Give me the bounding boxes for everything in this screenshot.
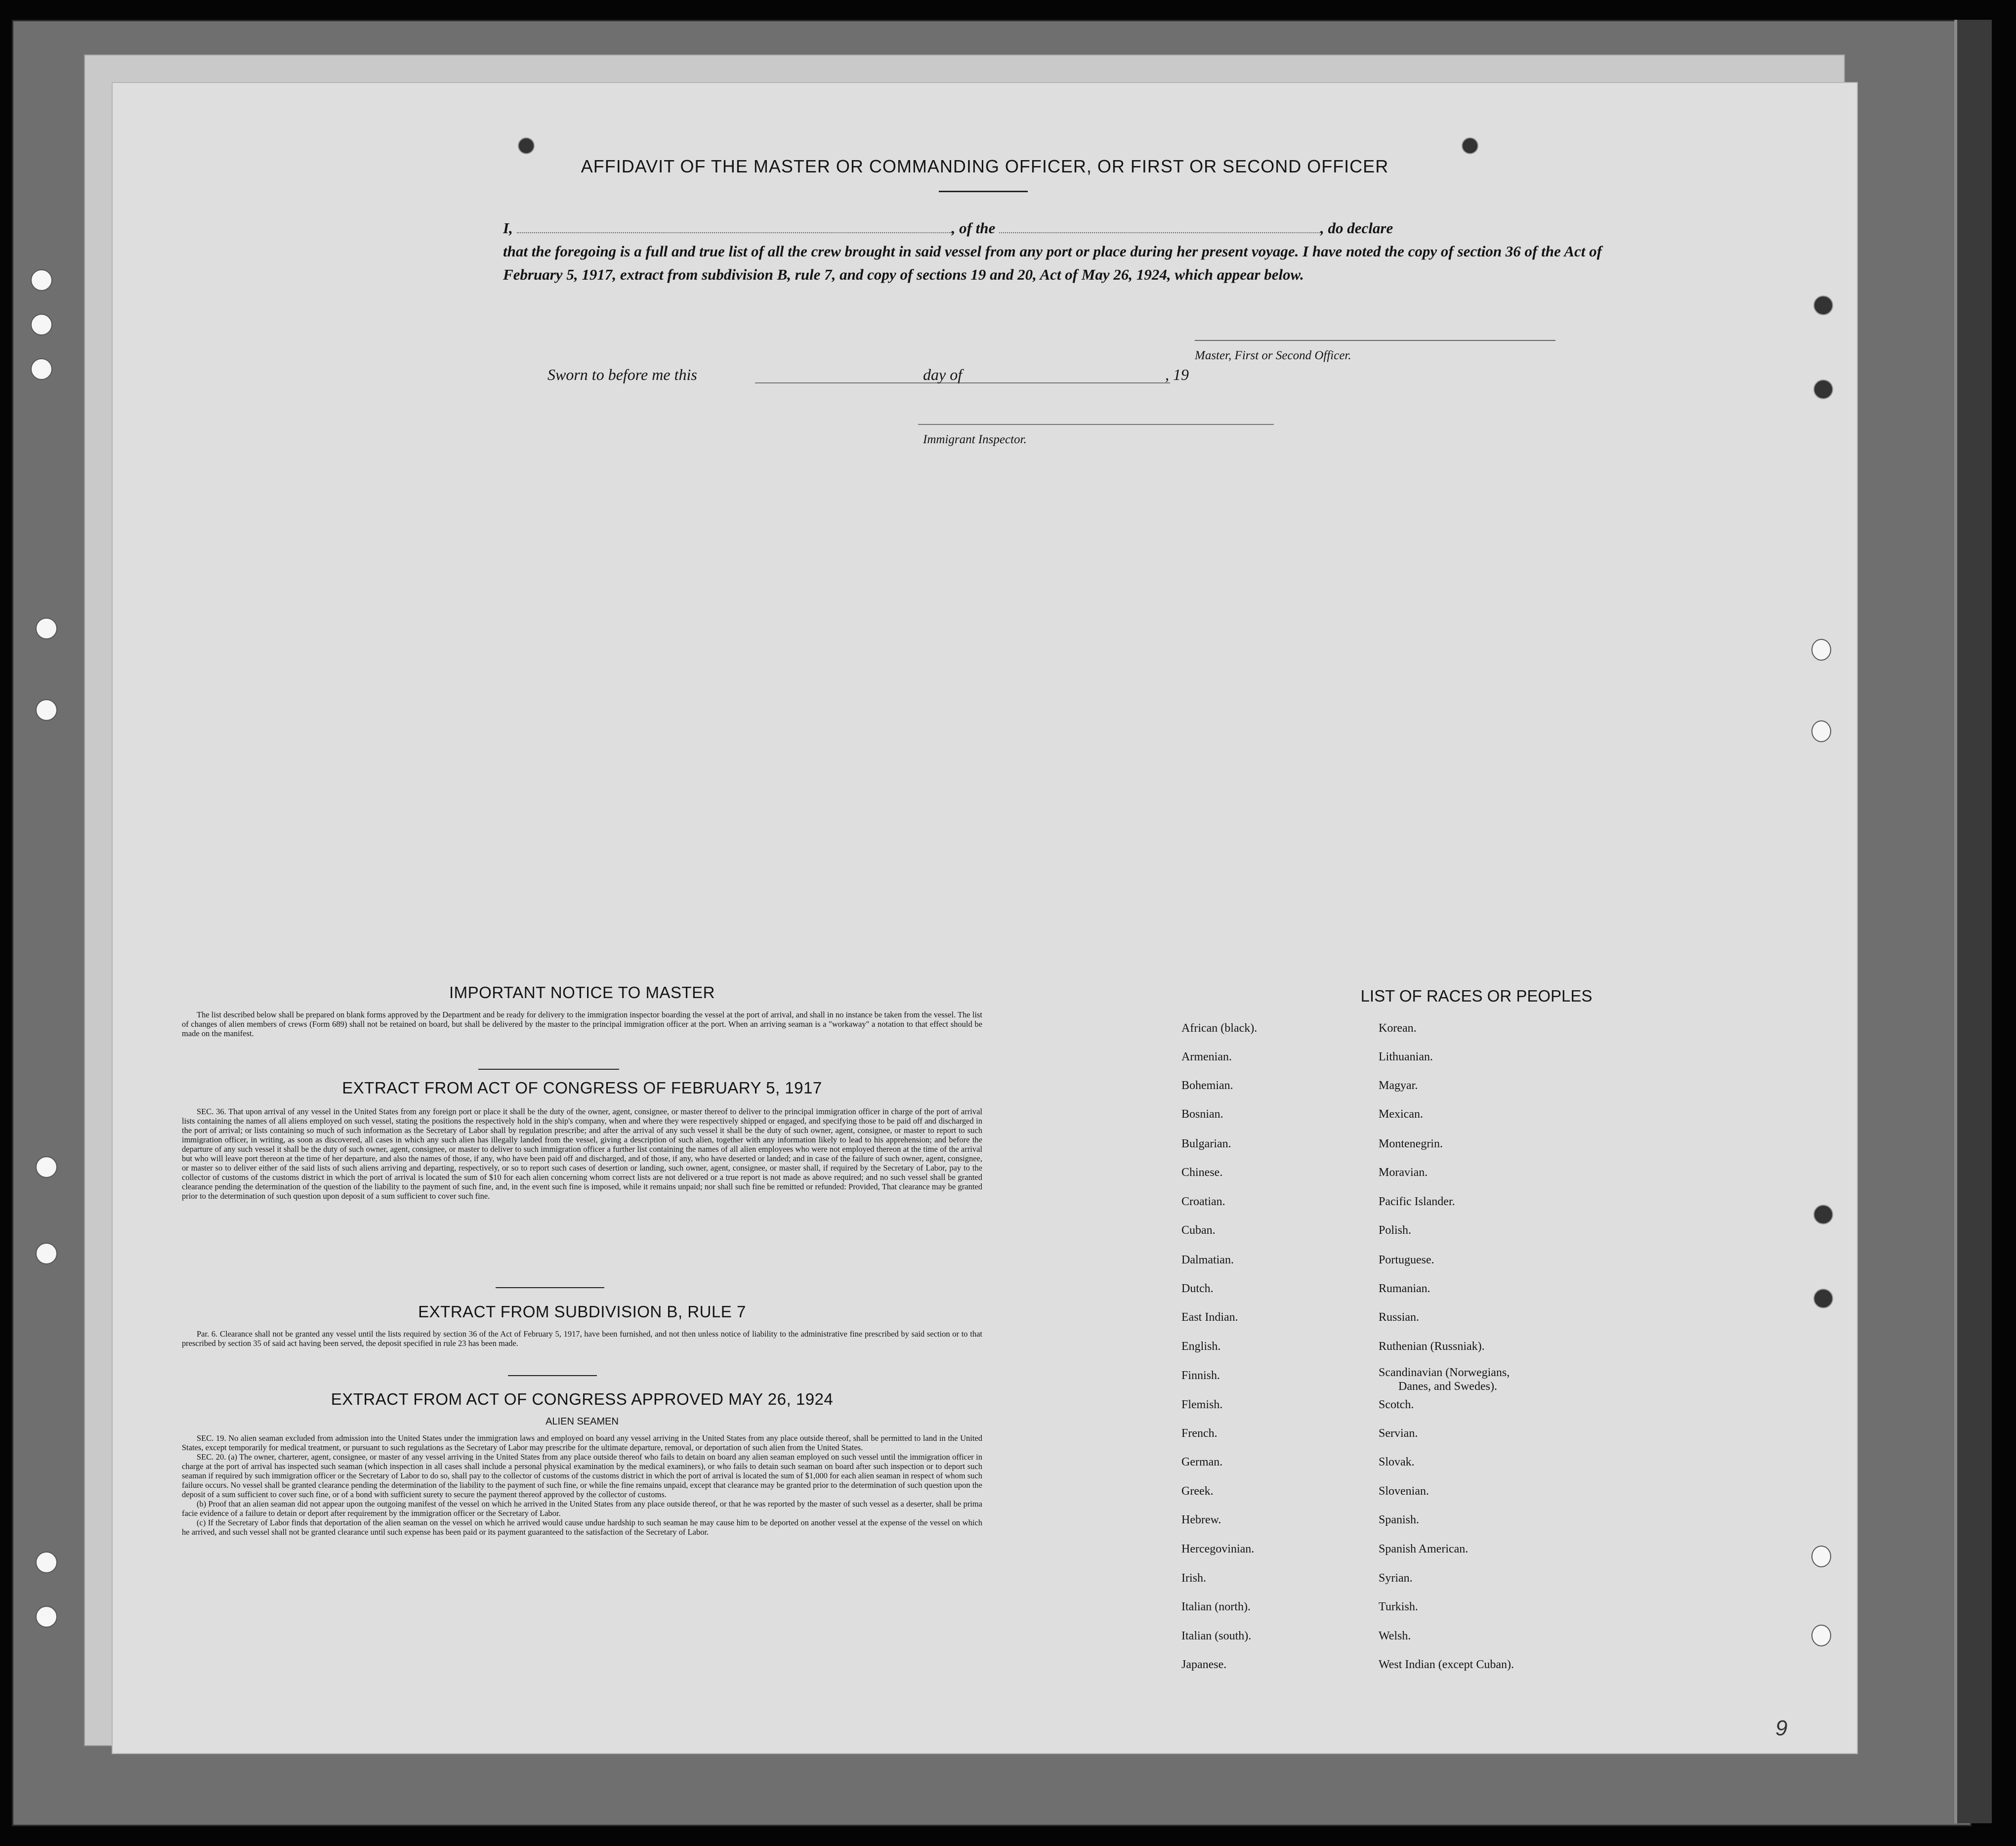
sworn-prefix: Sworn to before me this: [547, 366, 697, 383]
name-blank[interactable]: [517, 220, 952, 233]
race-item: Moravian.: [1379, 1166, 1428, 1179]
race-item: Cuban.: [1181, 1224, 1216, 1237]
rule-7-text: [182, 1329, 982, 1348]
sworn-month-blank[interactable]: [992, 382, 1170, 383]
race-item: Italian (north).: [1181, 1600, 1251, 1613]
race-item: Mexican.: [1379, 1108, 1423, 1121]
binder-hole: [36, 699, 57, 721]
declaration-end: , do declare: [1320, 219, 1393, 237]
race-item: Spanish American.: [1379, 1543, 1469, 1555]
race-item: Russian.: [1379, 1311, 1420, 1324]
sworn-day: day of: [923, 366, 963, 383]
sheet-hole: [1813, 1289, 1833, 1308]
notice-title: IMPORTANT NOTICE TO MASTER: [449, 983, 715, 1002]
title-rule: [939, 191, 1028, 192]
race-item: Bosnian.: [1181, 1108, 1223, 1121]
race-item: German.: [1181, 1456, 1223, 1468]
race-item: African (black).: [1181, 1022, 1258, 1035]
declaration-mid: , of the: [951, 219, 996, 237]
rule-7-title: EXTRACT FROM SUBDIVISION B, RULE 7: [418, 1302, 746, 1321]
binder-hole: [36, 1156, 57, 1178]
race-item: Lithuanian.: [1379, 1050, 1433, 1063]
binder-hole: [31, 269, 52, 291]
signature-label: Master, First or Second Officer.: [1195, 349, 1351, 362]
declaration-start: I,: [503, 219, 513, 237]
section-rule: [496, 1287, 604, 1288]
race-item: Montenegrin.: [1379, 1137, 1443, 1150]
race-item: Dutch.: [1181, 1282, 1214, 1295]
race-item: English.: [1181, 1340, 1221, 1353]
binder-hole: [36, 1243, 57, 1264]
race-item: Hebrew.: [1181, 1513, 1221, 1526]
race-item: East Indian.: [1181, 1311, 1238, 1324]
binder-hole: [36, 1606, 57, 1628]
sworn-year: , 19: [1165, 366, 1189, 383]
sheet-hole: [1813, 1205, 1833, 1224]
race-item: Syrian.: [1379, 1572, 1413, 1585]
sheet-hole: [518, 137, 535, 154]
race-item: Flemish.: [1181, 1398, 1223, 1411]
extract-1924-title: EXTRACT FROM ACT OF CONGRESS APPROVED MAY 26, 1924: [331, 1390, 834, 1408]
race-item: Portuguese.: [1379, 1254, 1434, 1266]
signature-line[interactable]: [1195, 340, 1555, 341]
section-20c-text: (c) If the Secretary of Labor finds that deportation of the alien seaman on the vessel on which he arrived would cause undue hardship to such seaman he may cause him to be deported on another vessel at the expense of the vessel on which he arrived, and such vessel shall not be granted clearance until such expense has been paid or its payment guaranteed to the satisfaction of the Secretary of Labor.: [182, 1518, 982, 1537]
race-item: West Indian (except Cuban).: [1379, 1658, 1514, 1671]
binder-hole: [36, 618, 57, 639]
inspector-line[interactable]: [918, 424, 1274, 425]
affidavit-title: AFFIDAVIT OF THE MASTER OR COMMANDING OFFICER, OR FIRST OR SECOND OFFICER: [581, 156, 1389, 176]
race-item: Dalmatian.: [1181, 1254, 1234, 1266]
race-item: Spanish.: [1379, 1513, 1420, 1526]
handwritten-mark: 9: [1775, 1716, 1788, 1740]
section-19-text: SEC. 19. No alien seaman excluded from admission into the United States under the immigration laws and employed on board any vessel arriving in the United States from any place outside thereof, shall be permitted to land in the United States, except temporarily for medical treatment, or pursuant to such regulations as the Secretary of Labor may prescribe for the ultimate departure, removal, or deportation of such alien from the United States.: [182, 1433, 982, 1452]
affidavit-page: [113, 83, 1857, 1753]
section-rule: [508, 1375, 597, 1376]
race-item: Slovak.: [1379, 1456, 1415, 1468]
binder-edge: [1954, 20, 1992, 1823]
section-rule: [478, 1069, 619, 1070]
race-item: Hercegovinian.: [1181, 1543, 1255, 1555]
affidavit-body: that the foregoing is a full and true list of all the crew brought in said vessel from any port or place during her present voyage. I have noted the copy of section 36 of the Act of February 5, 1917, extract from subdivision B, rule 7, and copy of sections 19 and 20, Act of May 26, 1924, which appear below.: [503, 243, 1602, 283]
binder-hole: [31, 314, 52, 336]
notice-text: The list described below shall be prepared on blank forms approved by the Department and be ready for delivery to the immigration inspector boarding the vessel at the port of arrival, and shall in no instance be taken from the vessel. The list of changes of alien members of crews (Form 689) shall not be retained on board, but shall be delivered by the master to the principal immigration officer at the port. When an arriving seaman is a "workaway" a notation to that effect should be made on the manifest.: [182, 1010, 982, 1038]
sheet-hole: [1813, 379, 1833, 399]
race-item: Turkish.: [1379, 1600, 1418, 1613]
race-item: Scandinavian (Norwegians,: [1379, 1366, 1510, 1379]
sheet-hole: [1811, 1625, 1831, 1646]
sheet-hole: [1811, 720, 1831, 742]
binder-hole: [36, 1552, 57, 1573]
alien-seamen-subtitle: ALIEN SEAMEN: [546, 1416, 619, 1427]
sheet-hole: [1462, 137, 1478, 154]
affidavit-declaration: [503, 216, 1610, 240]
race-item: Finnish.: [1181, 1369, 1220, 1382]
race-item: Rumanian.: [1379, 1282, 1430, 1295]
rule-7-paragraph: Par. 6. Clearance shall not be granted any vessel until the lists required by section 36 of the Act of February 5, 1917, have been furnished, and not then unless notice of liability to the administrative fine prescribed by said section or to that prescribed by section 35 of said act having been served, the deposit specified in rule 23 has been made.: [182, 1329, 982, 1348]
race-item: Bulgarian.: [1181, 1137, 1231, 1150]
race-item: Polish.: [1379, 1224, 1412, 1237]
race-item: Magyar.: [1379, 1079, 1418, 1092]
sheet-hole: [1811, 639, 1831, 661]
binder-hole: [31, 358, 52, 380]
race-item: Welsh.: [1379, 1630, 1411, 1642]
race-item: Servian.: [1379, 1427, 1418, 1440]
section-20b-text: (b) Proof that an alien seaman did not appear upon the outgoing manifest of the vessel on which he arrived in the United States from any place outside thereof, or that he was reported by the master of such vessel as a deserter, shall be prima facie evidence of a failure to detain or deport after requirement by the immigration officer or the Secretary of Labor.: [182, 1499, 982, 1518]
race-item: Pacific Islander.: [1379, 1195, 1455, 1208]
extract-1917-title: EXTRACT FROM ACT OF CONGRESS OF FEBRUARY 5, 1917: [342, 1079, 822, 1097]
race-item: Chinese.: [1181, 1166, 1223, 1179]
section-36-text: SEC. 36. That upon arrival of any vessel in the United States from any foreign port or place it shall be the duty of the owner, agent, consignee, or master thereof to deliver to the principal immigration officer in charge of the port of arrival lists containing the names of all aliens employed on such vessel, stating the positions the respectively hold in the ship's company, when and where they were respectively shipped or engaged, and specifying those to be paid off and discharged in the port of arrival; or lists containing so much of such information as the Secretary of Labor shall by regulation prescribe; and after the arrival of any such vessel it shall be the duty of such owner, agent, consignee, or master to report to such immigration officer, in writing, as soon as discovered, all cases in which any such alien has illegally landed from the vessel, giving a description of such alien, together with any information likely to lead to his apprehension; and before the departure of any such vessel it shall be the duty of such owner, agent, consignee, or master to deliver to such immigration officer a further list containing the names of all alien employees who were not employed thereon at the time of the arrival but who will leave port thereon at the time of her departure, and also the names of those, if any, who have been paid off and discharged, and of those, if any, who have deserted or landed; and in case of the failure of such owner, agent, consignee, or master so to deliver either of the said lists of such aliens arriving and departing, respectively, or so to report such cases of desertion or landing, such owner, agent, consignee, or master shall, if required by the Secretary of Labor, pay to the collector of customs of the customs district in which the port of arrival is located the sum of $10 for each alien concerning whom correct lists are not delivered or a true report is not made as above required; and no such vessel shall be granted clearance pending the determination of the question of the liability to the payment of such fine, and, in the event such fine is imposed, while it remains unpaid; nor shall such fine be remitted or refunded: Provided, That clearance may be granted prior to the determination of such question upon deposit of a sum sufficient to cover such fine.: [182, 1107, 982, 1201]
race-item: Japanese.: [1181, 1658, 1227, 1671]
races-title: LIST OF RACES OR PEOPLES: [1360, 987, 1593, 1005]
race-item: Korean.: [1379, 1022, 1417, 1035]
section-20a-text: SEC. 20. (a) The owner, charterer, agent, consignee, or master of any vessel arriving in the United States from any place outside thereof who fails to detain on board any alien seaman employed on such vessel until the immigration officer in charge at the port of arrival has inspected such seaman (which inspection in all cases shall include a personal physical examination by the medical examiners), or who fails to detain such seaman on board after such inspection or to deport such seaman if required by such immigration officer or the Secretary of Labor to do so, shall pay to the collector of customs of the customs district in which the port of arrival is located the sum of $1,000 for each alien seaman in respect of whom such failure occurs. No vessel shall be granted clearance pending the determination of the liability to the payment of such fine, or while the fine remains unpaid, except that clearance may be granted prior to the determination of such question upon the deposit of a sum sufficient to cover such fine, or of a bond with sufficient surety to secure the payment thereof approved by the collector of customs.: [182, 1452, 982, 1499]
race-item: Croatian.: [1181, 1195, 1225, 1208]
race-item: Slovenian.: [1379, 1485, 1429, 1498]
race-item: Bohemian.: [1181, 1079, 1233, 1092]
race-item: Irish.: [1181, 1572, 1206, 1585]
sworn-date-blank[interactable]: [755, 382, 1002, 383]
race-item: Danes, and Swedes).: [1398, 1380, 1497, 1393]
race-item: French.: [1181, 1427, 1218, 1440]
sheet-hole: [1811, 1546, 1831, 1567]
inspector-label: Immigrant Inspector.: [923, 433, 1027, 446]
extract-1924-text: [182, 1433, 982, 1537]
sheet-hole: [1813, 295, 1833, 315]
vessel-blank[interactable]: [999, 220, 1320, 233]
race-item: Ruthenian (Russniak).: [1379, 1340, 1485, 1353]
race-item: Greek.: [1181, 1485, 1214, 1498]
race-item: Scotch.: [1379, 1398, 1414, 1411]
extract-1917-text: [182, 1107, 982, 1201]
race-item: Italian (south).: [1181, 1630, 1252, 1642]
race-item: Armenian.: [1181, 1050, 1232, 1063]
